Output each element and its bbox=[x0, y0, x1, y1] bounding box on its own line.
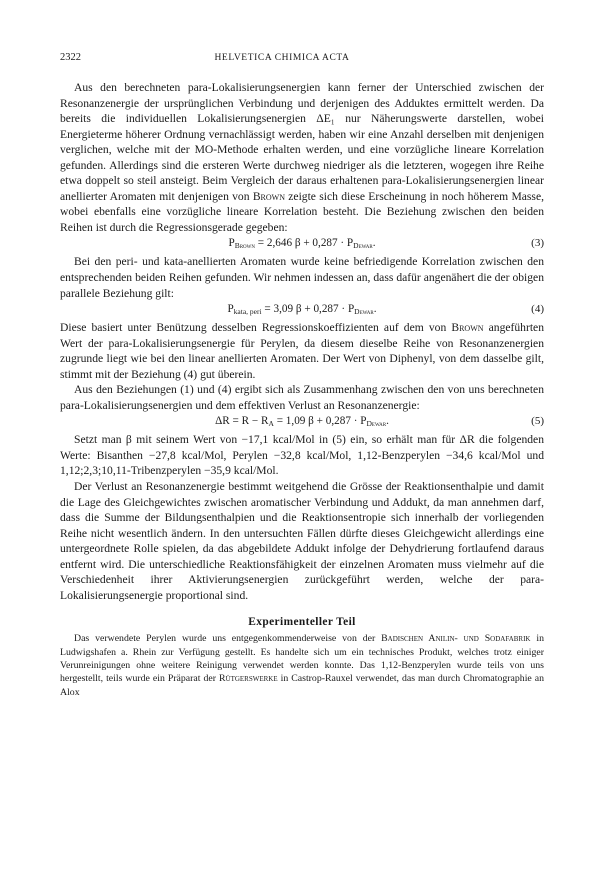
journal-title: HELVETICA CHIMICA ACTA bbox=[214, 53, 350, 63]
page-number: 2322 bbox=[60, 52, 81, 63]
equation-number: (3) bbox=[531, 237, 544, 250]
equation-number: (4) bbox=[531, 303, 544, 316]
equation-number: (5) bbox=[531, 415, 544, 428]
equation-3: PBrown = 2,646 β + 0,287 · PDewar. (3) bbox=[228, 237, 544, 251]
experimental-section bbox=[60, 632, 544, 698]
paragraph-1: Aus den berechneten para-Lokalisierungsenergien kann ferner der Unterschied zwischen der Resonanzenergie der ursprünglichen Verbindung und derjenigen des Adduktes ermittelt werden. Da bereits die individuellen Lokalisierungsenergien ΔE₁ nur Näherungswerte darstellen, wobei Energieterme höherer Ordnung vernachlässigt werden, haben wir eine Anzahl derselben mit denjenigen verglichen, welche mit der MO-Methode erhalten werden, und eine vorzügliche lineare Korrelation gefunden. Allerdings sind die ersteren Werte durchweg niedriger als die letzteren, wogegen ihre Reihe etwa doppelt so steil ansteigt. Beim Vergleich der daraus erhaltenen para-Lokalisierungsenergien linear anellierter Aromaten mit denjenigen von Brown zeigte sich diese Erscheinung in noch höherem Masse, wobei ebenfalls eine vorzügliche lineare Korrelation besteht. Die Beziehung zwischen den beiden Reihen ist durch die Regressionsgerade gegeben: bbox=[60, 81, 544, 234]
paragraph-2: Bei den peri- und kata-anellierten Aromaten wurde keine befriedigende Korrelation zwischen den entsprechenden beiden Reihen gefunden. Wir nehmen indessen an, dass dafür angenähert die der obigen parallele Beziehung gilt: bbox=[60, 255, 544, 300]
equation-4: $P_{kata, peri} = 3,09$ β + 0,287 · PDewar. (4) bbox=[227, 303, 544, 317]
paragraph-5: Setzt man β mit seinem Wert von −17,1 kcal/Mol in (5) ein, so erhält man für ΔR die folgenden Werte: Bisanthen −27,8 kcal/Mol, Perylen −32,8 kcal/Mol, 1,12-Benzperylen −34,6 kcal/Mol und 1,12;2,3;10,11-Tribenzperylen −35,9 kcal/Mol. bbox=[60, 433, 544, 478]
paragraph-4: Aus den Beziehungen (1) und (4) ergibt sich als Zusammenhang zwischen den von uns berechneten para-Lokalisierungsenergien und dem effektiven Verlust an Resonanzenergie: bbox=[60, 383, 544, 412]
page bbox=[60, 52, 544, 699]
author-brown: Brown bbox=[252, 189, 285, 203]
company-ruetgerswerke: Rütgerswerke bbox=[218, 673, 278, 685]
experimental-paragraph: Das verwendete Perylen wurde uns entgegenkommenderweise von der Badischen Anilin- und Sodafabrik in Ludwigshafen a. Rhein zur Verfügung gestellt. Es handelte sich um ein technisches Produkt, welches trotz einiger Verunreinigungen ohne weitere Reinigung verwendet werden konnte. Das 1,12-Benzperylen wurde teils von uns hergestellt, teils wurde ein Präparat der Rütgerswerke in Castrop-Rauxel verwendet, das man durch Chromatographie an Alox bbox=[60, 633, 545, 698]
paragraph-6: Der Verlust an Resonanzenergie bestimmt weitgehend die Grösse der Reaktionsenthalpie und damit die Lage des Gleichgewichtes zwischen aromatischer Verbindung und Addukt, da man annehmen darf, dass die Summe der Bildungsenthalpien und die Reaktionsentropie sich innerhalb der vorliegenden Reihe nicht wesentlich ändern. In den untersuchten Fällen dürfte dieses Gleichgewicht allerdings eine untergeordnete Rolle spielen, da das abgebildete Addukt infolge der Dehydrierung fortlaufend daraus entfernt wird. Die unterschiedliche Reaktionsfähigkeit der einzelnen Aromaten muss vielmehr auf die Verschiedenheit ihrer Aktivierungsenergien zurückgeführt werden, welche der para-Lokalisierungsenergie proportional sind. bbox=[60, 480, 544, 602]
author-brown: Brown bbox=[451, 321, 484, 335]
running-header bbox=[60, 52, 544, 70]
company-basf: Badischen Anilin- und Sodafabrik bbox=[381, 633, 531, 645]
equation-5: $\Delta R = R - R_A = 1,09$ β + 0,287 · PDewar. (5) bbox=[215, 415, 544, 429]
paragraph-3: Diese basiert unter Benützung desselben Regressionskoeffizienten auf dem von Brown angeführten Wert der para-Lokalisierungsenergie für Perylen, da diesem dieselbe Reihe von Resonanzenergien zugrunde liegt wie bei den linear anellierten Aromaten. Der Wert von Diphenyl, von dem dasselbe gilt, stimmt mit der Beziehung (4) gut überein. bbox=[60, 321, 544, 381]
article-body bbox=[60, 80, 544, 603]
section-title: Experimenteller Teil bbox=[248, 616, 356, 629]
